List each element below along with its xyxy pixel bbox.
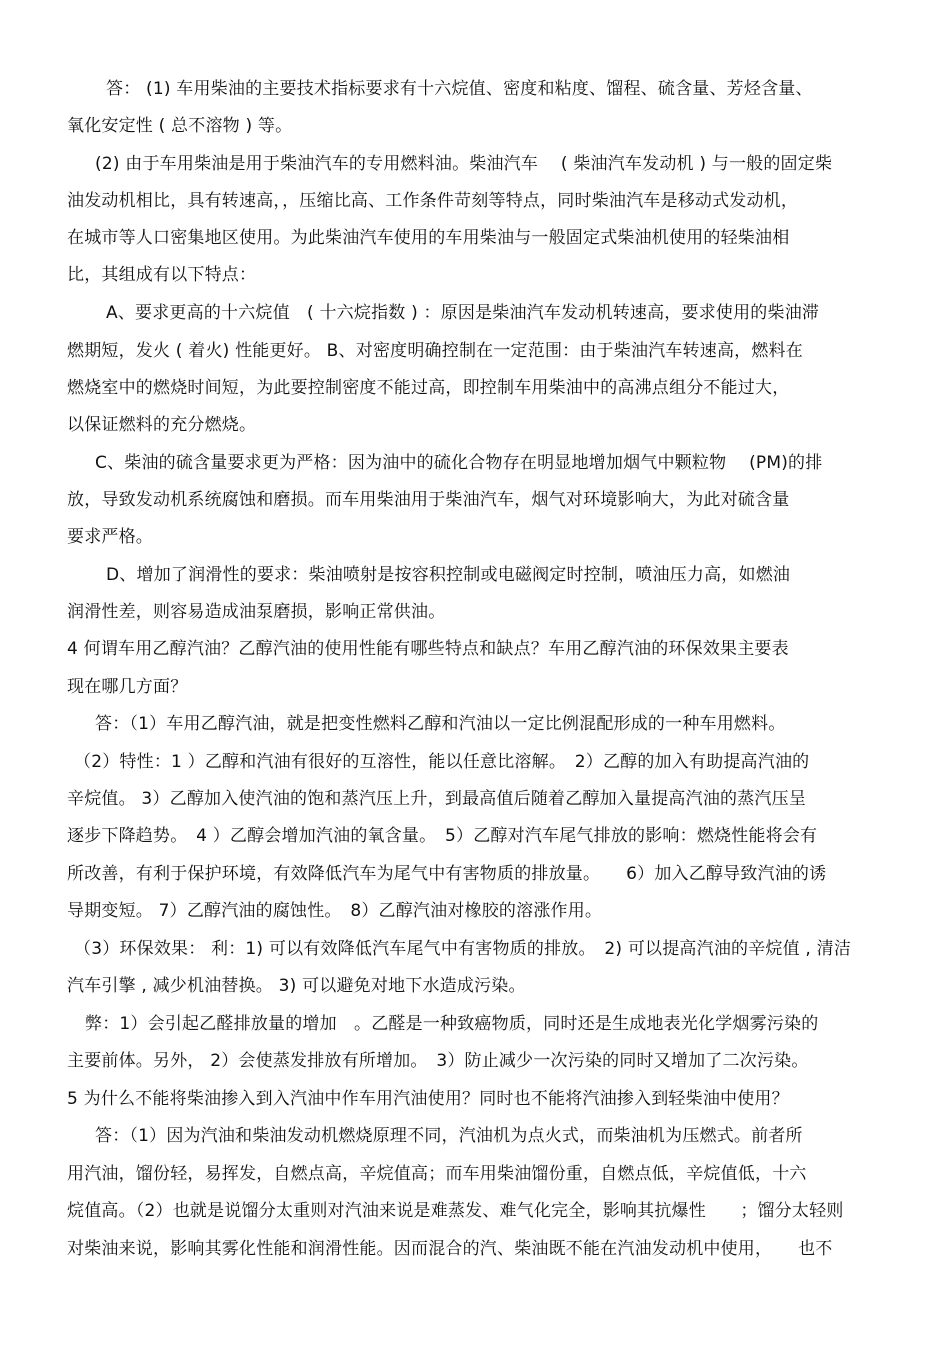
answer-4-part-3-line-2: 汽车引擎 , 减少机油替换。 3) 可以避免对地下水造成污染。 bbox=[67, 976, 526, 996]
answer-5-line-1: 答：（1）因为汽油和柴油发动机燃烧原理不同，汽油机为点火式，而柴油机为压燃式。前者所 bbox=[95, 1126, 803, 1146]
answer-4-drawbacks-line-2: 主要前体。另外， 2）会使蒸发排放有所增加。 3）防止减少一次污染的同时又增加了二次污染。 bbox=[67, 1051, 809, 1071]
answer-3-point-c-line-3: 要求严格。 bbox=[67, 527, 153, 547]
answer-4-part-2-line-1: （2）特性：1 ）乙醇和汽油有很好的互溶性，能以任意比溶解。 2）乙醇的加入有助提高汽油的 bbox=[74, 752, 810, 772]
question-4-line-2: 现在哪几方面？ bbox=[67, 677, 188, 697]
question-4-line-1: 4 何谓车用乙醇汽油？乙醇汽油的使用性能有哪些特点和缺点？车用乙醇汽油的环保效果主要表 bbox=[67, 639, 789, 659]
answer-3-paragraph-2-line-4: 比，其组成有以下特点： bbox=[67, 265, 257, 285]
answer-3-paragraph-2-line-1: (2) 由于车用柴油是用于柴油汽车的专用燃料油。柴油汽车 ( 柴油汽车发动机 ) 与一般的固定柴 bbox=[95, 154, 833, 174]
answer-4-part-2-line-3: 逐步下降趋势。 4 ）乙醇会增加汽油的氧含量。 5）乙醇对汽车尾气排放的影响：燃烧性能将会有 bbox=[67, 826, 818, 846]
answer-3-point-a-line-2: 燃期短，发火 ( 着火) 性能更好。 B、对密度明确控制在一定范围：由于柴油汽车转速高，燃料在 bbox=[67, 341, 803, 361]
question-5: 5 为什么不能将柴油掺入到入汽油中作车用汽油使用？同时也不能将汽油掺入到轻柴油中使用？ bbox=[67, 1089, 789, 1109]
answer-5-line-3: 烷值高。（2）也就是说馏分太重则对汽油来说是难蒸发、难气化完全，影响其抗爆性 ；馏分太轻则 bbox=[67, 1201, 844, 1221]
answer-5-line-4: 对柴油来说，影响其雾化性能和润滑性能。因而混合的汽、柴油既不能在汽油发动机中使用， 也不 bbox=[67, 1239, 833, 1259]
answer-4-part-1: 答：（1）车用乙醇汽油，就是把变性燃料乙醇和汽油以一定比例混配形成的一种车用燃料。 bbox=[95, 714, 786, 734]
answer-3-point-a-line-1: A、要求更高的十六烷值 ( 十六烷指数 ) ：原因是柴油汽车发动机转速高，要求使用的柴油滞 bbox=[106, 303, 820, 323]
answer-5-line-2: 用汽油，馏份轻，易挥发，自燃点高，辛烷值高；而车用柴油馏份重，自燃点低，辛烷值低，十六 bbox=[67, 1164, 807, 1184]
answer-4-drawbacks-line-1: 弊：1）会引起乙醛排放量的增加 。乙醛是一种致癌物质，同时还是生成地表光化学烟雾污染的 bbox=[85, 1014, 819, 1034]
answer-3-paragraph-1-line-1: 答： (1) 车用柴油的主要技术指标要求有十六烷值、密度和粘度、馏程、硫含量、芳烃含量、 bbox=[106, 79, 813, 99]
answer-3-point-d-line-1: D、增加了润滑性的要求：柴油喷射是按容积控制或电磁阀定时控制，喷油压力高，如燃油 bbox=[106, 565, 791, 585]
answer-3-point-b-line-1: 燃烧室中的燃烧时间短，为此要控制密度不能过高，即控制车用柴油中的高沸点组分不能过大， bbox=[67, 378, 790, 398]
answer-3-point-d-line-2: 润滑性差，则容易造成油泵磨损，影响正常供油。 bbox=[67, 602, 446, 622]
answer-3-point-b-line-2: 以保证燃料的充分燃烧。 bbox=[67, 415, 257, 435]
answer-3-point-c-line-2: 放，导致发动机系统腐蚀和磨损。而车用柴油用于柴油汽车，烟气对环境影响大，为此对硫含量 bbox=[67, 490, 790, 510]
answer-3-paragraph-1-line-2: 氧化安定性 ( 总不溶物 ) 等。 bbox=[67, 116, 293, 136]
answer-4-part-3-line-1: （3）环保效果： 利：1) 可以有效降低汽车尾气中有害物质的排放。 2) 可以提高汽油的辛烷值 , 清洁 bbox=[74, 939, 852, 959]
answer-4-part-2-line-2: 辛烷值。 3）乙醇加入使汽油的饱和蒸汽压上升，到最高值后随着乙醇加入量提高汽油的蒸汽压呈 bbox=[67, 789, 807, 809]
answer-3-paragraph-2-line-2: 油发动机相比，具有转速高，，压缩比高、工作条件苛刻等特点，同时柴油汽车是移动式发动机， bbox=[67, 191, 799, 211]
answer-3-point-c-line-1: C、柴油的硫含量要求更为严格：因为油中的硫化合物存在明显地增加烟气中颗粒物 (PM)的排 bbox=[95, 453, 823, 473]
answer-3-paragraph-2-line-3: 在城市等人口密集地区使用。为此柴油汽车使用的车用柴油与一般固定式柴油机使用的轻柴油相 bbox=[67, 228, 790, 248]
answer-4-part-2-line-5: 导期变短。 7）乙醇汽油的腐蚀性。 8）乙醇汽油对橡胶的溶涨作用。 bbox=[67, 901, 603, 921]
answer-4-part-2-line-4: 所改善，有利于保护环境，有效降低汽车为尾气中有害物质的排放量。 6）加入乙醇导致汽油的诱 bbox=[67, 864, 827, 884]
